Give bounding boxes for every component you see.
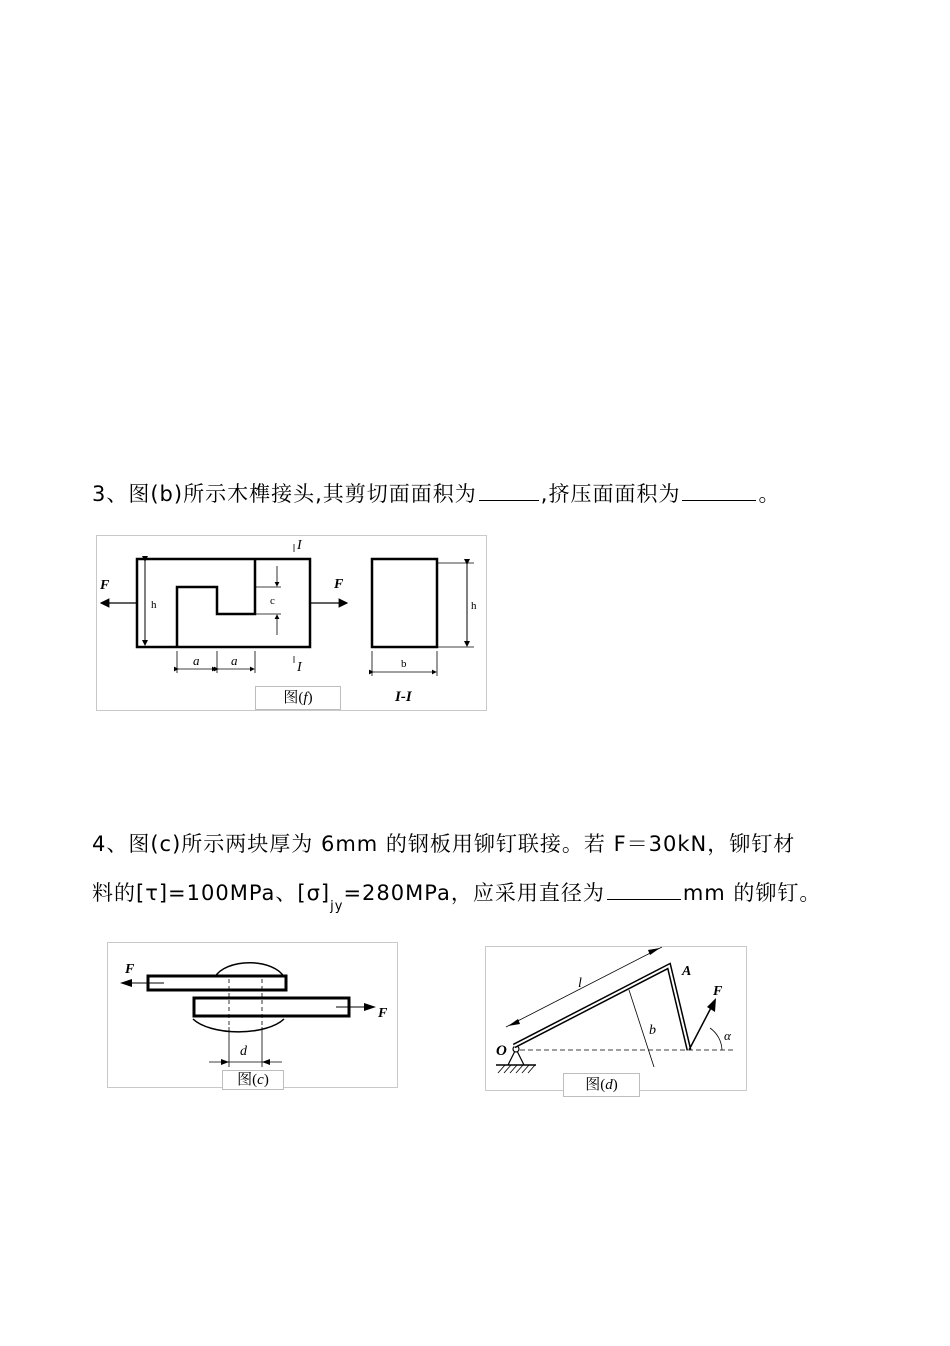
label-h-left: h bbox=[151, 599, 157, 611]
q3-blank-bearing-area[interactable] bbox=[682, 500, 756, 501]
section-mark-top: I bbox=[297, 538, 302, 553]
label-l: l bbox=[578, 976, 582, 991]
label-b: b bbox=[649, 1023, 656, 1038]
q3-blank-shear-area[interactable] bbox=[479, 500, 539, 501]
rivet-head-bottom bbox=[193, 1019, 284, 1032]
tenon-outline bbox=[137, 559, 310, 647]
figure-d bbox=[485, 946, 747, 1091]
label-c: c bbox=[270, 595, 275, 607]
figure-c-drawing bbox=[108, 943, 397, 1087]
figure-c bbox=[107, 942, 398, 1088]
top-plate bbox=[148, 976, 286, 990]
label-h-right: h bbox=[471, 600, 477, 612]
force-left-label: F bbox=[100, 578, 110, 593]
label-A: A bbox=[682, 964, 692, 979]
label-d: d bbox=[240, 1044, 247, 1059]
label-O: O bbox=[496, 1043, 507, 1059]
q3-prefix: 3、图(b)所示木榫接头,其剪切面面积为 bbox=[92, 482, 477, 506]
figure-f bbox=[96, 535, 487, 711]
figure-c-caption: 图(c) bbox=[222, 1070, 284, 1090]
bent-bar-inner bbox=[514, 964, 692, 1050]
angle-arc bbox=[710, 1028, 722, 1050]
force-left-label: F bbox=[125, 962, 135, 977]
section-title: I-I bbox=[395, 689, 412, 705]
label-a-1: a bbox=[193, 653, 200, 668]
figure-d-drawing bbox=[486, 947, 746, 1090]
label-a-2: a bbox=[231, 653, 238, 668]
label-alpha: α bbox=[724, 1028, 731, 1043]
section-rect bbox=[372, 559, 437, 647]
dim-l-line bbox=[506, 947, 662, 1027]
force-right-label: F bbox=[334, 577, 344, 592]
figure-f-caption: 图(f) bbox=[255, 686, 341, 710]
label-F: F bbox=[713, 984, 723, 999]
q4-blank-diameter[interactable] bbox=[607, 899, 681, 900]
question-4-line-1: 4、图(c)所示两块厚为 6mm 的钢板用铆钉联接。若 F＝30kN，铆钉材 bbox=[92, 832, 796, 856]
figure-f-drawing bbox=[97, 536, 486, 710]
label-b: b bbox=[401, 658, 407, 670]
force-F-arrow bbox=[689, 1002, 714, 1050]
bottom-plate bbox=[194, 998, 349, 1016]
question-3 bbox=[92, 484, 780, 505]
q3-suffix: 。 bbox=[758, 482, 781, 506]
q3-middle: ,挤压面面积为 bbox=[540, 482, 681, 506]
section-mark-bottom: I bbox=[297, 660, 302, 675]
force-right-label: F bbox=[378, 1006, 388, 1021]
question-4-line-2: 料的[τ]=100MPa、$[\sigma]_{jy}=280MPa$，应采用直径为 mm 的铆钉。 bbox=[92, 881, 822, 914]
tenon-step-line bbox=[177, 559, 255, 647]
sigma-subscript: jy bbox=[330, 899, 344, 914]
figure-d-caption: 图(d) bbox=[563, 1073, 640, 1097]
bent-bar-outer bbox=[514, 964, 692, 1050]
